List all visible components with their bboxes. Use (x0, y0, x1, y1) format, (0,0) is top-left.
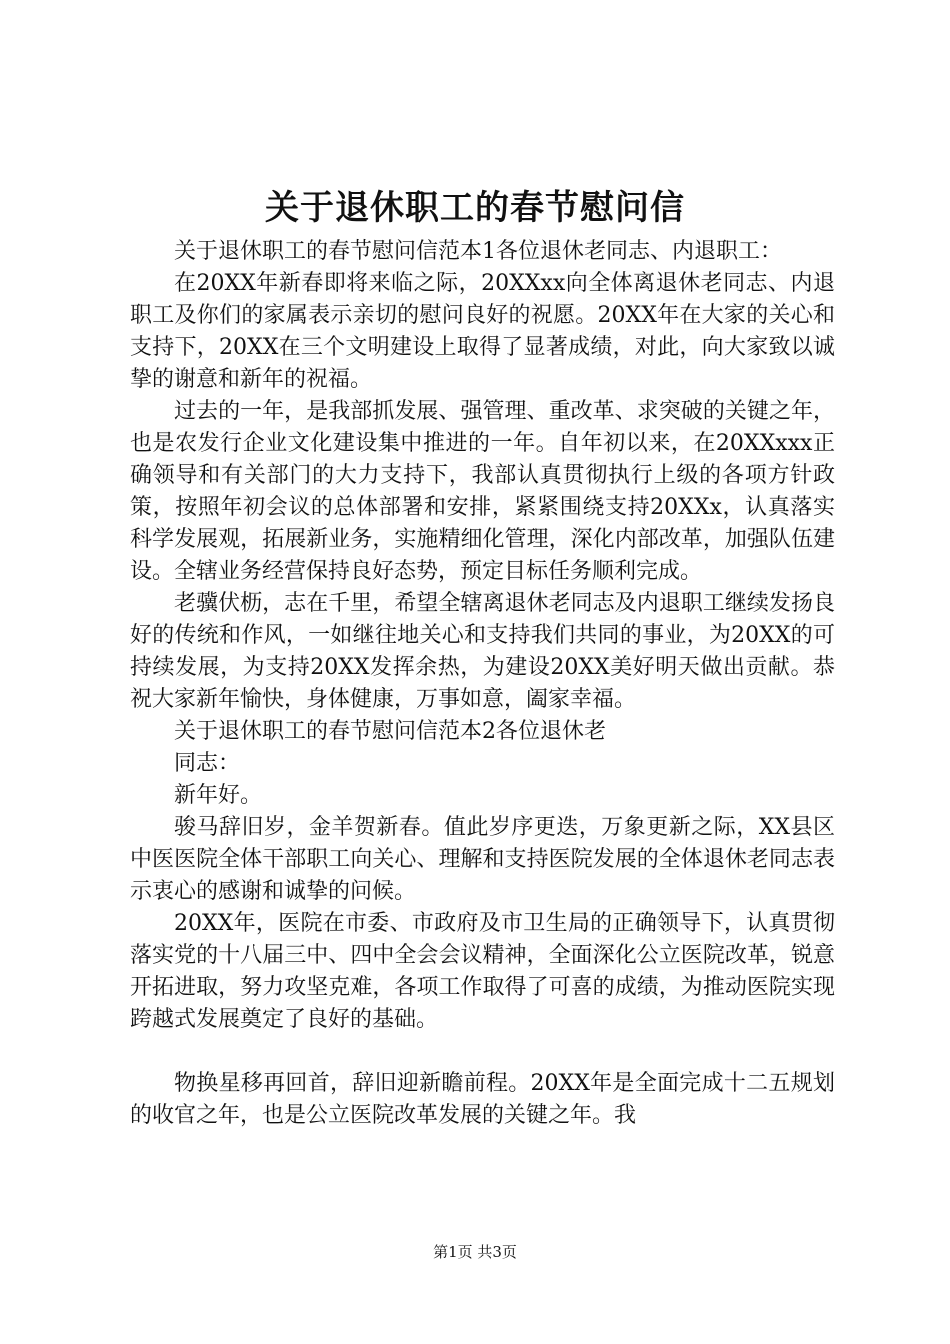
paragraph: 同志： (174, 751, 241, 776)
paragraph: 关于退休职工的春节慰问信范本2各位退休老 (174, 719, 606, 744)
document-title: 关于退休职工的春节慰问信 (265, 188, 685, 228)
paragraph: 老骥伏枥，志在千里，希望全辖离退休老同志及内退职工继续发扬良好的传统和作风，一如继往地关心和支持我们共同的事业，为20XX的可持续发展，为支持20XX发挥余热，为建设20XX美好明天做出贡献。恭祝大家新年愉快，身体健康，万事如意，阖家幸福。 (130, 591, 835, 712)
paragraph: 关于退休职工的春节慰问信范本1各位退休老同志、内退职工： (174, 239, 782, 264)
paragraph: 骏马辞旧岁，金羊贺新春。值此岁序更迭，万象更新之际，XX县区中医医院全体干部职工向关心、理解和支持医院发展的全体退休老同志表示衷心的感谢和诚挚的问候。 (130, 815, 835, 904)
paragraph: 在20XX年新春即将来临之际，20XXxx向全体离退休老同志、内退职工及你们的家属表示亲切的慰问良好的祝愿。20XX年在大家的关心和支持下，20XX在三个文明建设上取得了显著成绩，对此，向大家致以诚挚的谢意和新年的祝福。 (130, 271, 835, 392)
paragraph: 过去的一年，是我部抓发展、强管理、重改革、求突破的关键之年，也是农发行企业文化建设集中推进的一年。自年初以来，在20XXxxx正确领导和有关部门的大力支持下，我部认真贯彻执行上级的各项方针政策，按照年初会议的总体部署和安排，紧紧围绕支持20XXx，认真落实科学发展观，拓展新业务，实施精细化管理，深化内部改革，加强队伍建设。全辖业务经营保持良好态势，预定目标任务顺利完成。 (130, 399, 835, 584)
paragraph: 新年好。 (174, 783, 263, 808)
paragraph: 物换星移再回首，辞旧迎新瞻前程。20XX年是全面完成十二五规划的收官之年，也是公立医院改革发展的关键之年。我 (130, 1071, 835, 1128)
document-body (130, 236, 835, 1132)
paragraph: 20XX年，医院在市委、市政府及市卫生局的正确领导下，认真贯彻落实党的十八届三中、四中全会会议精神，全面深化公立医院改革，锐意开拓进取，努力攻坚克难，各项工作取得了可喜的成绩，为推动医院实现跨越式发展奠定了良好的基础。 (130, 911, 835, 1032)
page-footer: 第1页 共3页 (433, 1243, 517, 1261)
